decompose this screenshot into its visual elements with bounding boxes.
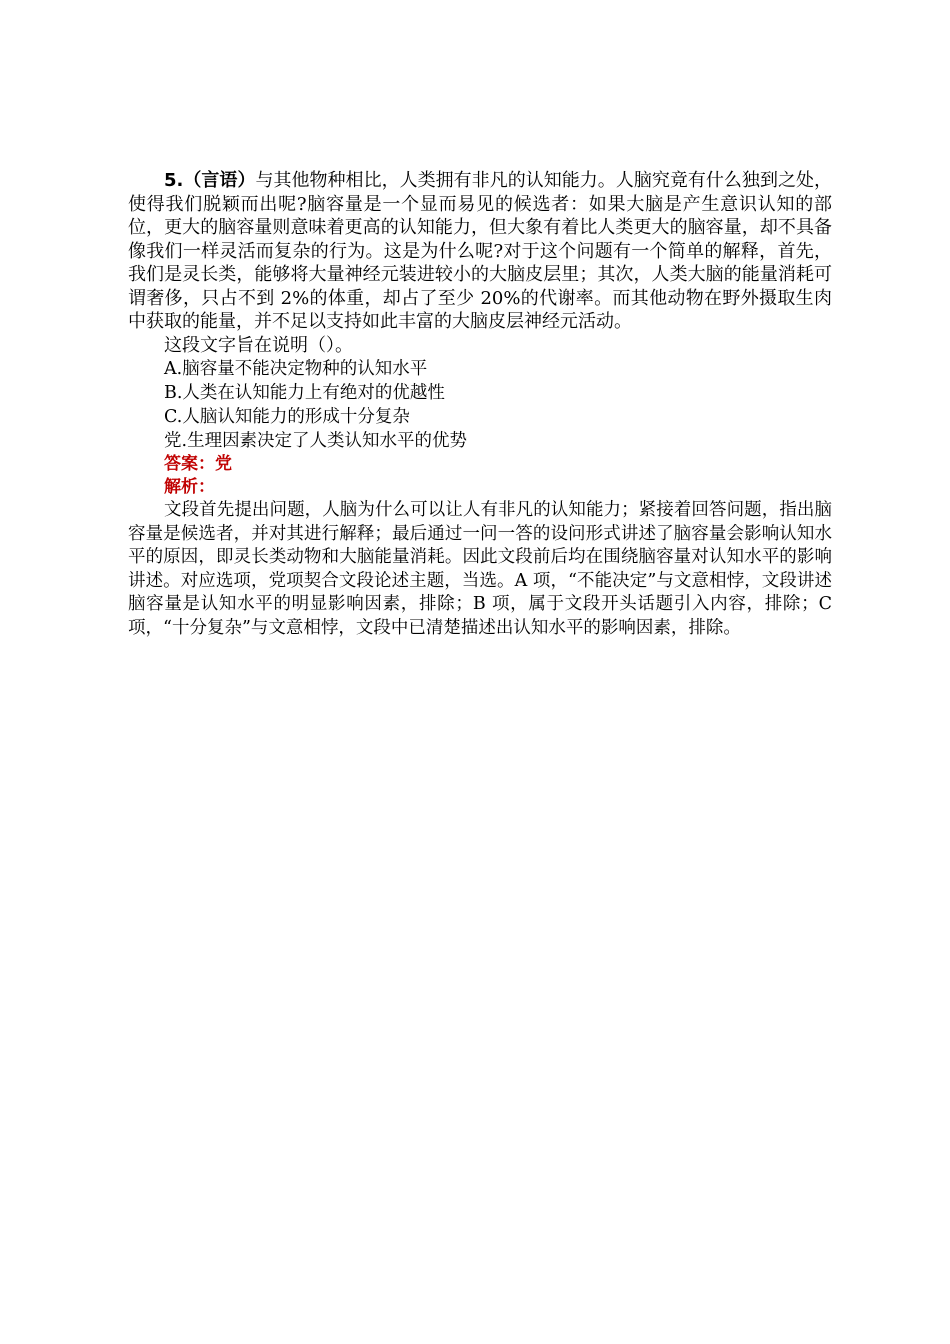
option-b: B.人类在认知能力上有绝对的优越性	[164, 383, 445, 403]
question-prompt: 这段文字旨在说明（）。	[164, 334, 353, 356]
question-category: （言语）	[183, 170, 256, 191]
question-number: 5.	[164, 170, 184, 191]
question-block	[128, 169, 832, 640]
option-a: A.脑容量不能决定物种的认知水平	[164, 359, 428, 379]
answer-label: 答案：	[164, 454, 215, 474]
option-c: C.人脑认知能力的形成十分复杂	[164, 407, 410, 427]
question-stem: 与其他物种相比，人类拥有非凡的认知能力。人脑究竟有什么独到之处，使得我们脱颖而出呢?脑容量是一个显而易见的候选者：如果大脑是产生意识认知的部位，更大的脑容量则意味着更高的认知能力，但大象有着比人类更大的脑容量，却不具备像我们一样灵活而复杂的行为。这是为什么呢?对于这个问题有一个简单的解释，首先，我们是灵长类，能够将大量神经元装进较小的大脑皮层里；其次，人类大脑的能量消耗可谓奢侈，只占不到 2%的体重，却占了至少 20%的代谢率。而其他动物在野外摄取生肉中获取的能量，并不足以支持如此丰富的大脑皮层神经元活动。	[128, 170, 833, 332]
answer-value: 党	[215, 454, 232, 474]
analysis-text: 文段首先提出问题，人脑为什么可以让人有非凡的认知能力；紧接着回答问题，指出脑容量是候选者，并对其进行解释；最后通过一问一答的设问形式讲述了脑容量会影响认知水平的原因，即灵长类动物和大脑能量消耗。因此文段前后均在围绕脑容量对认知水平的影响讲述。对应选项，党项契合文段论述主题，当选。A 项，“不能决定”与文意相悖，文段讲述脑容量是认知水平的明显影响因素，排除；B 项，属于文段开头话题引入内容，排除；C 项，“十分复杂”与文意相悖，文段中已清楚描述出认知水平的影响因素，排除。	[128, 500, 832, 638]
question-stem-paragraph	[128, 169, 832, 334]
analysis-label: 解析：	[164, 477, 215, 497]
option-d: 党.生理因素决定了人类认知水平的优势	[164, 431, 468, 451]
answer-line	[164, 453, 832, 476]
